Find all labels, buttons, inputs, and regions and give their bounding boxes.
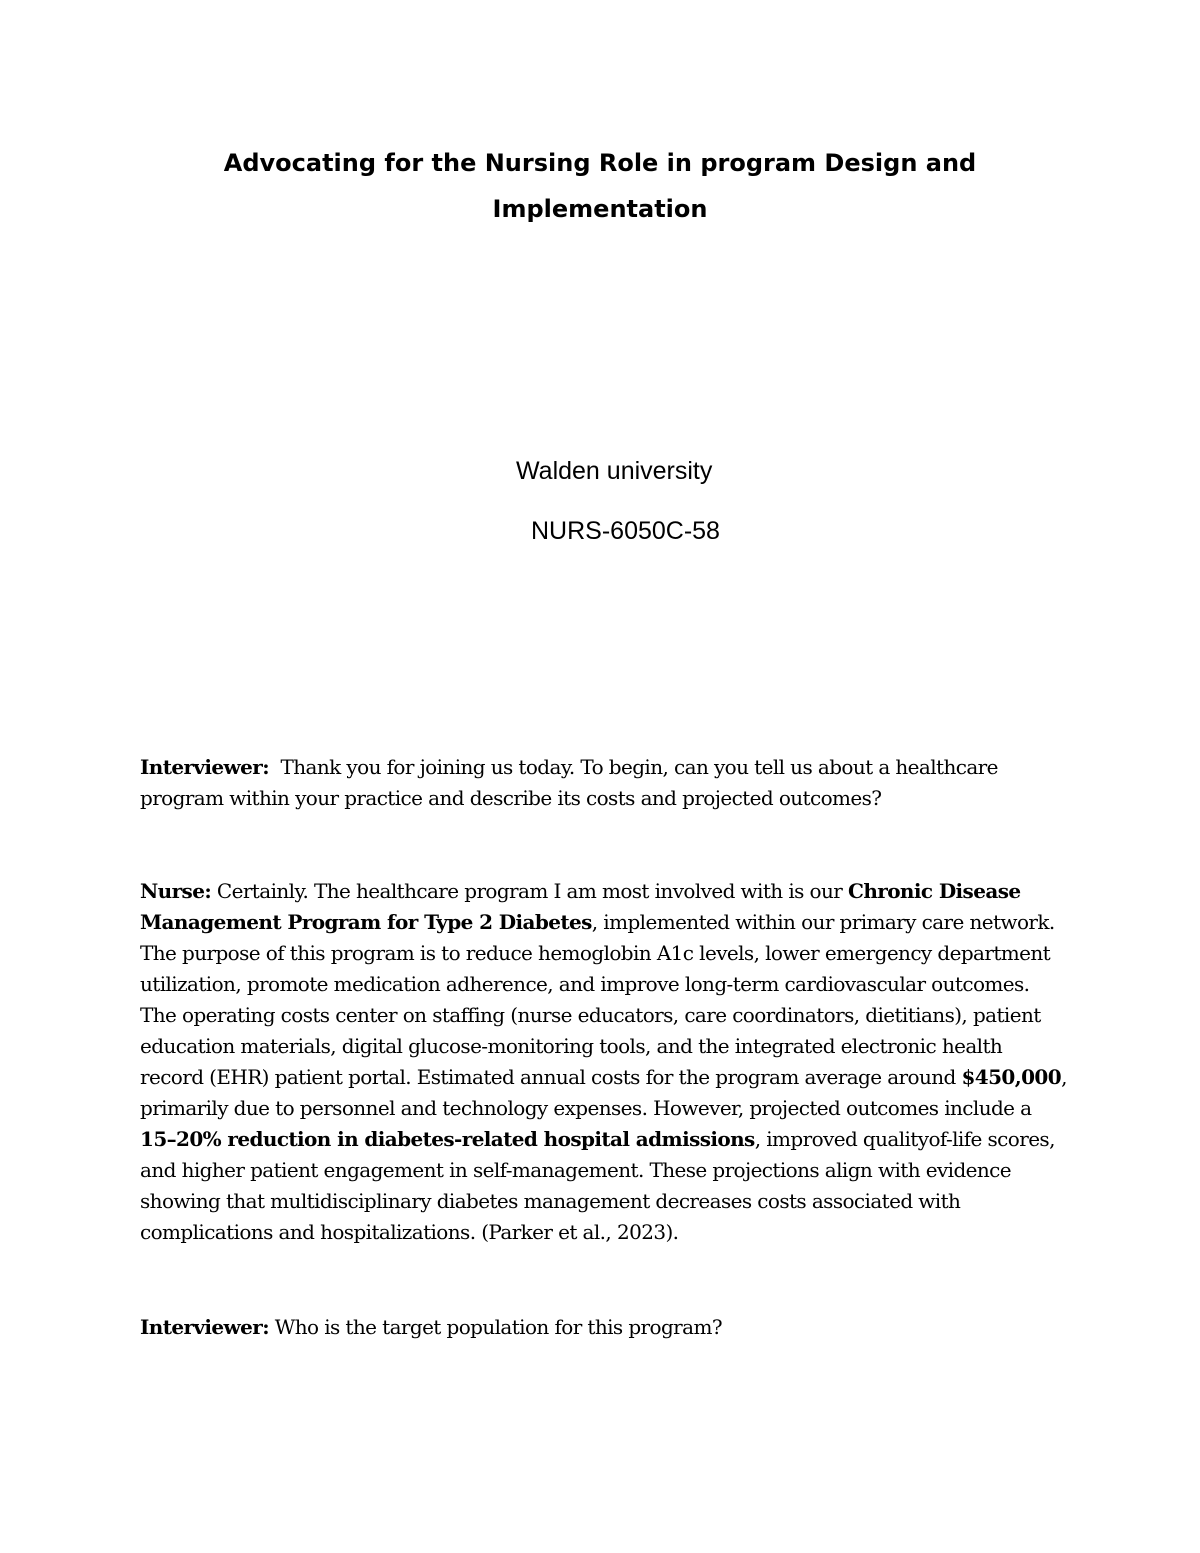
document-title: Advocating for the Nursing Role in program Design and Implementation — [223, 149, 977, 223]
interview-question-1 — [140, 752, 1070, 814]
answer-text: , primarily due to personnel and technology expenses. However, projected outcomes include a — [140, 1065, 1067, 1120]
speaker-label: Nurse: — [140, 879, 212, 903]
answer-text: , improved qualityof-life scores, and higher patient engagement in self-management. These projections align with evidence showing that multidisciplinary diabetes management decreases costs associated with complications and hospitalizations. (Parker et al., 2023). — [140, 1127, 1055, 1244]
university-name: Walden university — [516, 457, 713, 485]
question-text: Thank you for joining us today. To begin, can you tell us about a healthcare program within your practice and describe its costs and projected outcomes? — [140, 755, 998, 810]
interview-answer-1 — [140, 876, 1070, 1248]
projected-outcome: 15–20% reduction in diabetes-related hospital admissions — [140, 1127, 755, 1151]
answer-text: Certainly. The healthcare program I am most involved with is our — [216, 879, 843, 903]
question-text: Who is the target population for this program? — [274, 1315, 722, 1339]
interview-question-2 — [140, 1312, 1070, 1343]
answer-text: , implemented within our primary care network. The purpose of this program is to reduce hemoglobin A1c levels, lower emergency department utilization, promote medication adherence, and improve long-term cardiovascular outcomes. The operating costs center on staffing (nurse educators, care coordinators, dietitians), patient education materials, digital glucose-monitoring tools, and the integrated electronic health record (EHR) patient portal. Estimated annual costs for the program average around — [140, 910, 1055, 1089]
program-name: Chronic Disease Management Program for Type 2 Diabetes — [140, 879, 1021, 934]
speaker-label: Interviewer: — [140, 755, 270, 779]
annual-cost: $450,000 — [961, 1065, 1062, 1089]
course-code: NURS-6050C-58 — [531, 517, 720, 545]
speaker-label: Interviewer: — [140, 1315, 270, 1339]
